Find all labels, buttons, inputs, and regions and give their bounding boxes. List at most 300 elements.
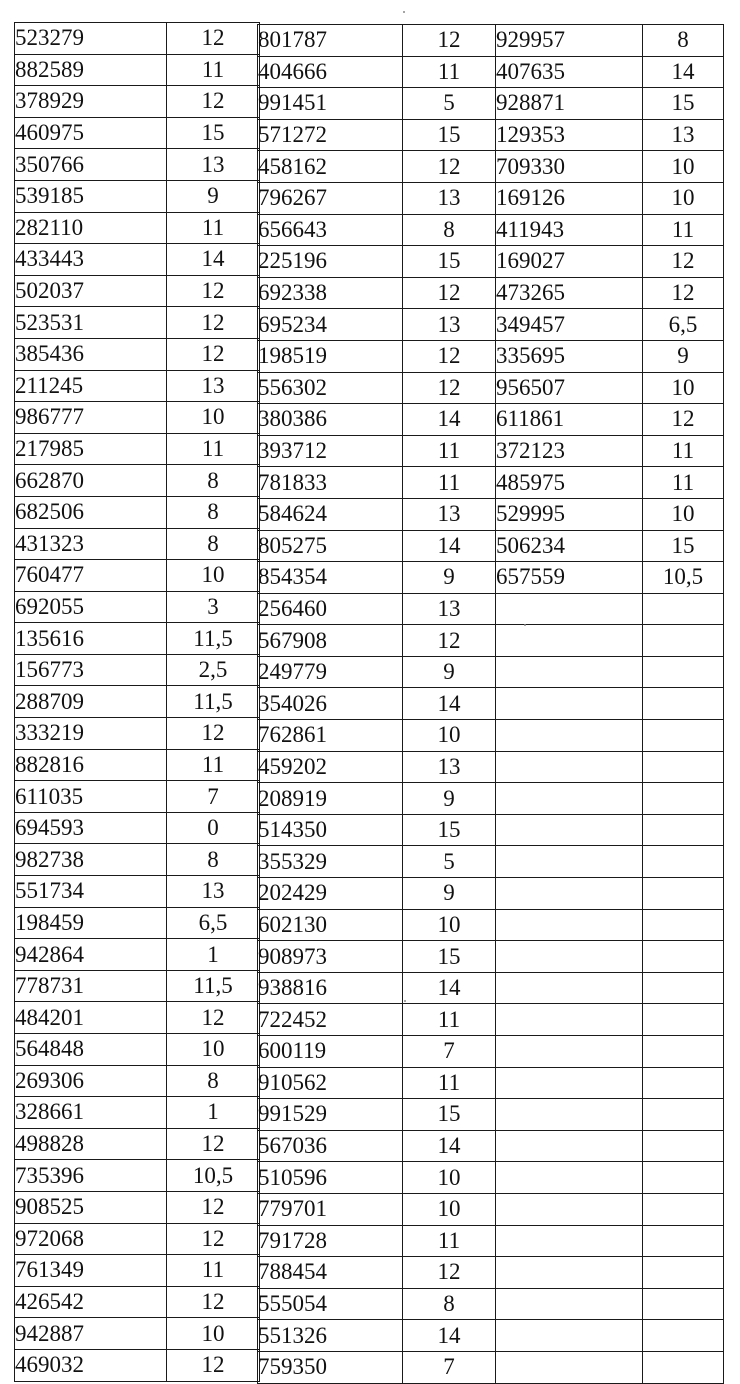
score-cell [643, 1162, 724, 1194]
score-cell: 10 [167, 402, 260, 434]
student-code-cell: 611861 [496, 404, 643, 436]
score-cell [643, 1351, 724, 1383]
score-cell: 12 [167, 338, 260, 370]
score-cell: 13 [403, 182, 496, 214]
student-code-cell: 942864 [15, 939, 167, 971]
score-cell: 11 [167, 1255, 260, 1287]
table-row [496, 751, 724, 783]
score-cell [643, 1257, 724, 1289]
table-row [258, 498, 496, 530]
score-cell [643, 751, 724, 783]
table-row [258, 972, 496, 1004]
score-cell [643, 625, 724, 657]
student-code-cell: 156773 [15, 654, 167, 686]
score-cell [643, 1099, 724, 1131]
student-code-cell [496, 1257, 643, 1289]
student-code-cell: 602130 [258, 909, 403, 941]
student-code-cell: 991529 [258, 1099, 403, 1131]
student-code-cell: 484201 [15, 1002, 167, 1034]
table-row [258, 814, 496, 846]
table-row [15, 433, 260, 465]
scan-speck [524, 624, 526, 626]
table-row [15, 338, 260, 370]
score-cell: 12 [403, 372, 496, 404]
student-code-cell: 510596 [258, 1162, 403, 1194]
table-row [496, 783, 724, 815]
table-row [496, 972, 724, 1004]
results-table-2 [257, 24, 496, 1384]
student-code-cell: 431323 [15, 528, 167, 560]
score-cell: 11,5 [167, 970, 260, 1002]
score-cell [643, 1225, 724, 1257]
score-cell: 12 [167, 1349, 260, 1381]
table-row [258, 1067, 496, 1099]
table-row [15, 402, 260, 434]
table-row [496, 656, 724, 688]
table-row [496, 151, 724, 183]
table-row [15, 496, 260, 528]
score-cell: 13 [643, 119, 724, 151]
student-code-cell [496, 593, 643, 625]
scan-speck [403, 11, 405, 13]
score-cell: 12 [167, 1223, 260, 1255]
score-cell: 8 [403, 1288, 496, 1320]
results-table-1 [14, 22, 260, 1382]
table-row [496, 1351, 724, 1383]
student-code-cell: 288709 [15, 686, 167, 718]
student-code-cell: 469032 [15, 1349, 167, 1381]
student-code-cell: 796267 [258, 182, 403, 214]
student-code-cell: 657559 [496, 562, 643, 594]
student-code-cell: 211245 [15, 370, 167, 402]
table-row [258, 151, 496, 183]
table-row [258, 277, 496, 309]
score-cell: 12 [643, 404, 724, 436]
table-row [15, 907, 260, 939]
score-cell [643, 1288, 724, 1320]
student-code-cell [496, 972, 643, 1004]
table-row [15, 275, 260, 307]
student-code-cell: 404666 [258, 56, 403, 88]
student-code-cell: 551326 [258, 1320, 403, 1352]
score-cell: 0 [167, 812, 260, 844]
student-code-cell: 929957 [496, 25, 643, 57]
table-row [258, 372, 496, 404]
student-code-cell: 355329 [258, 846, 403, 878]
score-cell: 8 [167, 844, 260, 876]
score-cell: 12 [167, 1286, 260, 1318]
table-row [496, 340, 724, 372]
score-cell: 14 [403, 688, 496, 720]
student-code-cell: 328661 [15, 1097, 167, 1129]
score-cell: 12 [167, 275, 260, 307]
score-cell: 13 [403, 498, 496, 530]
student-code-cell: 910562 [258, 1067, 403, 1099]
score-cell: 12 [403, 625, 496, 657]
table-row [258, 467, 496, 499]
student-code-cell: 269306 [15, 1065, 167, 1097]
table-row [496, 846, 724, 878]
student-code-cell: 502037 [15, 275, 167, 307]
student-code-cell: 805275 [258, 530, 403, 562]
score-cell: 10 [643, 182, 724, 214]
table-row [496, 56, 724, 88]
table-row [15, 86, 260, 118]
table-row [496, 593, 724, 625]
table-row [258, 625, 496, 657]
table-row [15, 1065, 260, 1097]
student-code-cell: 459202 [258, 751, 403, 783]
student-code-cell: 991451 [258, 88, 403, 120]
table-row [496, 404, 724, 436]
score-cell: 12 [167, 23, 260, 55]
student-code-cell [496, 688, 643, 720]
student-code-cell [496, 814, 643, 846]
table-row [15, 23, 260, 55]
score-cell: 15 [643, 88, 724, 120]
student-code-cell: 942887 [15, 1318, 167, 1350]
table-row [258, 182, 496, 214]
score-cell: 12 [643, 277, 724, 309]
score-cell: 8 [403, 214, 496, 246]
score-cell [643, 814, 724, 846]
score-cell: 5 [403, 88, 496, 120]
table-row [15, 718, 260, 750]
student-code-cell [496, 1067, 643, 1099]
table-row [15, 1286, 260, 1318]
table-row [496, 372, 724, 404]
student-code-cell: 956507 [496, 372, 643, 404]
student-code-cell: 778731 [15, 970, 167, 1002]
score-cell: 12 [167, 1128, 260, 1160]
student-code-cell: 208919 [258, 783, 403, 815]
student-code-cell: 938816 [258, 972, 403, 1004]
score-cell: 13 [167, 149, 260, 181]
table-row [258, 783, 496, 815]
table-row [15, 54, 260, 86]
score-cell: 3 [167, 591, 260, 623]
table-row [496, 530, 724, 562]
table-row [496, 1193, 724, 1225]
student-code-cell: 198519 [258, 340, 403, 372]
score-cell: 11 [403, 435, 496, 467]
score-cell [643, 593, 724, 625]
score-cell: 12 [403, 25, 496, 57]
student-code-cell [496, 783, 643, 815]
student-code-cell: 349457 [496, 309, 643, 341]
score-cell: 1 [167, 1097, 260, 1129]
score-cell: 8 [643, 25, 724, 57]
score-cell: 10,5 [167, 1160, 260, 1192]
student-code-cell: 556302 [258, 372, 403, 404]
student-code-cell: 722452 [258, 1004, 403, 1036]
table-row [496, 1130, 724, 1162]
table-row [258, 1162, 496, 1194]
score-cell: 12 [403, 1257, 496, 1289]
student-code-cell: 523279 [15, 23, 167, 55]
student-code-cell: 385436 [15, 338, 167, 370]
student-code-cell: 781833 [258, 467, 403, 499]
student-code-cell: 611035 [15, 781, 167, 813]
student-code-cell: 760477 [15, 560, 167, 592]
table-row [496, 467, 724, 499]
score-cell [643, 1320, 724, 1352]
score-cell: 14 [403, 530, 496, 562]
student-code-cell [496, 1004, 643, 1036]
score-cell: 8 [167, 496, 260, 528]
table-row [258, 340, 496, 372]
score-cell: 9 [403, 783, 496, 815]
score-cell: 5 [403, 846, 496, 878]
student-code-cell: 761349 [15, 1255, 167, 1287]
table-row [258, 119, 496, 151]
table-row [496, 1288, 724, 1320]
student-code-cell [496, 1351, 643, 1383]
score-cell: 11 [643, 435, 724, 467]
table-row [496, 182, 724, 214]
table-row [496, 1225, 724, 1257]
table-row [496, 88, 724, 120]
score-cell: 10 [167, 1318, 260, 1350]
student-code-cell: 600119 [258, 1036, 403, 1068]
table-row [15, 560, 260, 592]
student-code-cell: 380386 [258, 404, 403, 436]
table-row [15, 1223, 260, 1255]
table-row [496, 1036, 724, 1068]
score-cell [643, 1036, 724, 1068]
student-code-cell: 709330 [496, 151, 643, 183]
table-row [15, 1128, 260, 1160]
table-row [15, 149, 260, 181]
table-row [496, 498, 724, 530]
student-code-cell: 564848 [15, 1034, 167, 1066]
score-cell: 11 [167, 433, 260, 465]
table-row [15, 1318, 260, 1350]
table-row [258, 1320, 496, 1352]
student-code-cell: 529995 [496, 498, 643, 530]
table-row [258, 1193, 496, 1225]
table-row [15, 1349, 260, 1381]
table-row [258, 1351, 496, 1383]
table-row [496, 1067, 724, 1099]
score-cell: 14 [403, 1130, 496, 1162]
student-code-cell: 225196 [258, 246, 403, 278]
score-cell: 12 [643, 246, 724, 278]
table-row [15, 812, 260, 844]
score-cell: 15 [643, 530, 724, 562]
score-cell: 12 [403, 277, 496, 309]
score-cell: 6,5 [643, 309, 724, 341]
score-cell: 7 [167, 781, 260, 813]
table-row [496, 625, 724, 657]
score-cell [643, 688, 724, 720]
table-row [258, 309, 496, 341]
score-cell: 2,5 [167, 654, 260, 686]
score-cell: 15 [403, 119, 496, 151]
student-code-cell: 662870 [15, 465, 167, 497]
student-code-cell: 460975 [15, 117, 167, 149]
student-code-cell: 411943 [496, 214, 643, 246]
table-row [258, 404, 496, 436]
score-cell: 13 [167, 876, 260, 908]
student-code-cell: 695234 [258, 309, 403, 341]
student-code-cell: 458162 [258, 151, 403, 183]
student-code-cell: 217985 [15, 433, 167, 465]
table-row [15, 1097, 260, 1129]
table-row [258, 25, 496, 57]
student-code-cell [496, 720, 643, 752]
table-row [15, 686, 260, 718]
student-code-cell: 473265 [496, 277, 643, 309]
score-cell [643, 720, 724, 752]
score-cell: 1 [167, 939, 260, 971]
student-code-cell: 571272 [258, 119, 403, 151]
table-row [15, 370, 260, 402]
student-code-cell: 393712 [258, 435, 403, 467]
score-cell: 11 [403, 467, 496, 499]
table-row [15, 1002, 260, 1034]
score-cell [643, 783, 724, 815]
table-row [258, 688, 496, 720]
table-row [496, 1099, 724, 1131]
student-code-cell [496, 1130, 643, 1162]
score-cell: 10 [167, 1034, 260, 1066]
student-code-cell: 791728 [258, 1225, 403, 1257]
table-row [15, 781, 260, 813]
student-code-cell: 682506 [15, 496, 167, 528]
table-row [258, 720, 496, 752]
score-cell: 15 [403, 814, 496, 846]
table-row [15, 591, 260, 623]
table-row [15, 1160, 260, 1192]
student-code-cell: 198459 [15, 907, 167, 939]
score-cell: 15 [403, 1099, 496, 1131]
score-cell: 12 [167, 1191, 260, 1223]
student-code-cell: 986777 [15, 402, 167, 434]
table-row [496, 878, 724, 910]
table-row [496, 214, 724, 246]
score-cell: 11 [167, 212, 260, 244]
score-cell: 10 [403, 720, 496, 752]
student-code-cell: 779701 [258, 1193, 403, 1225]
table-row [15, 939, 260, 971]
table-row [258, 214, 496, 246]
student-code-cell: 982738 [15, 844, 167, 876]
score-cell: 10 [403, 909, 496, 941]
score-cell: 9 [167, 180, 260, 212]
score-cell: 12 [403, 340, 496, 372]
student-code-cell: 854354 [258, 562, 403, 594]
table-row [258, 246, 496, 278]
table-row [258, 1004, 496, 1036]
table-row [258, 593, 496, 625]
score-cell: 11 [403, 1004, 496, 1036]
score-cell: 9 [403, 562, 496, 594]
table-row [258, 656, 496, 688]
score-cell: 8 [167, 528, 260, 560]
table-row [15, 465, 260, 497]
table-row [15, 212, 260, 244]
student-code-cell [496, 1288, 643, 1320]
table-row [258, 530, 496, 562]
score-cell: 11,5 [167, 623, 260, 655]
score-cell: 7 [403, 1351, 496, 1383]
score-cell: 12 [403, 151, 496, 183]
table-row [15, 654, 260, 686]
score-cell: 10 [403, 1162, 496, 1194]
student-code-cell [496, 1036, 643, 1068]
score-cell: 11 [403, 56, 496, 88]
table-row [15, 623, 260, 655]
table-row [15, 244, 260, 276]
score-cell: 14 [403, 972, 496, 1004]
table-row [258, 1036, 496, 1068]
student-code-cell: 523531 [15, 307, 167, 339]
table-row [258, 846, 496, 878]
student-code-cell [496, 846, 643, 878]
student-code-cell: 350766 [15, 149, 167, 181]
score-cell: 10 [167, 560, 260, 592]
student-code-cell [496, 625, 643, 657]
table-row [15, 1191, 260, 1223]
table-row [258, 1288, 496, 1320]
table-row [15, 307, 260, 339]
table-row [15, 844, 260, 876]
table-row [496, 309, 724, 341]
score-cell: 8 [167, 465, 260, 497]
table-row [496, 562, 724, 594]
student-code-cell: 372123 [496, 435, 643, 467]
student-code-cell: 801787 [258, 25, 403, 57]
score-cell [643, 972, 724, 1004]
score-cell: 11 [403, 1225, 496, 1257]
table-row [496, 814, 724, 846]
student-code-cell: 567908 [258, 625, 403, 657]
student-code-cell: 169027 [496, 246, 643, 278]
student-code-cell [496, 1225, 643, 1257]
score-cell [643, 878, 724, 910]
table-row [258, 56, 496, 88]
student-code-cell: 498828 [15, 1128, 167, 1160]
student-code-cell [496, 1099, 643, 1131]
student-code-cell: 256460 [258, 593, 403, 625]
table-row [258, 435, 496, 467]
table-row [258, 751, 496, 783]
table-row [15, 528, 260, 560]
table-row [258, 562, 496, 594]
score-cell [643, 656, 724, 688]
student-code-cell: 584624 [258, 498, 403, 530]
student-code-cell: 539185 [15, 180, 167, 212]
student-code-cell: 169126 [496, 182, 643, 214]
student-code-cell: 694593 [15, 812, 167, 844]
score-cell: 11 [643, 214, 724, 246]
student-code-cell: 354026 [258, 688, 403, 720]
table-row [258, 909, 496, 941]
student-code-cell: 692055 [15, 591, 167, 623]
student-code-cell: 735396 [15, 1160, 167, 1192]
score-cell: 11 [167, 749, 260, 781]
score-cell [643, 941, 724, 973]
score-cell: 15 [167, 117, 260, 149]
score-cell: 15 [403, 246, 496, 278]
table-row [496, 909, 724, 941]
score-cell: 13 [403, 751, 496, 783]
score-cell: 9 [403, 878, 496, 910]
score-cell: 11 [403, 1067, 496, 1099]
student-code-cell: 335695 [496, 340, 643, 372]
table-row [258, 1257, 496, 1289]
